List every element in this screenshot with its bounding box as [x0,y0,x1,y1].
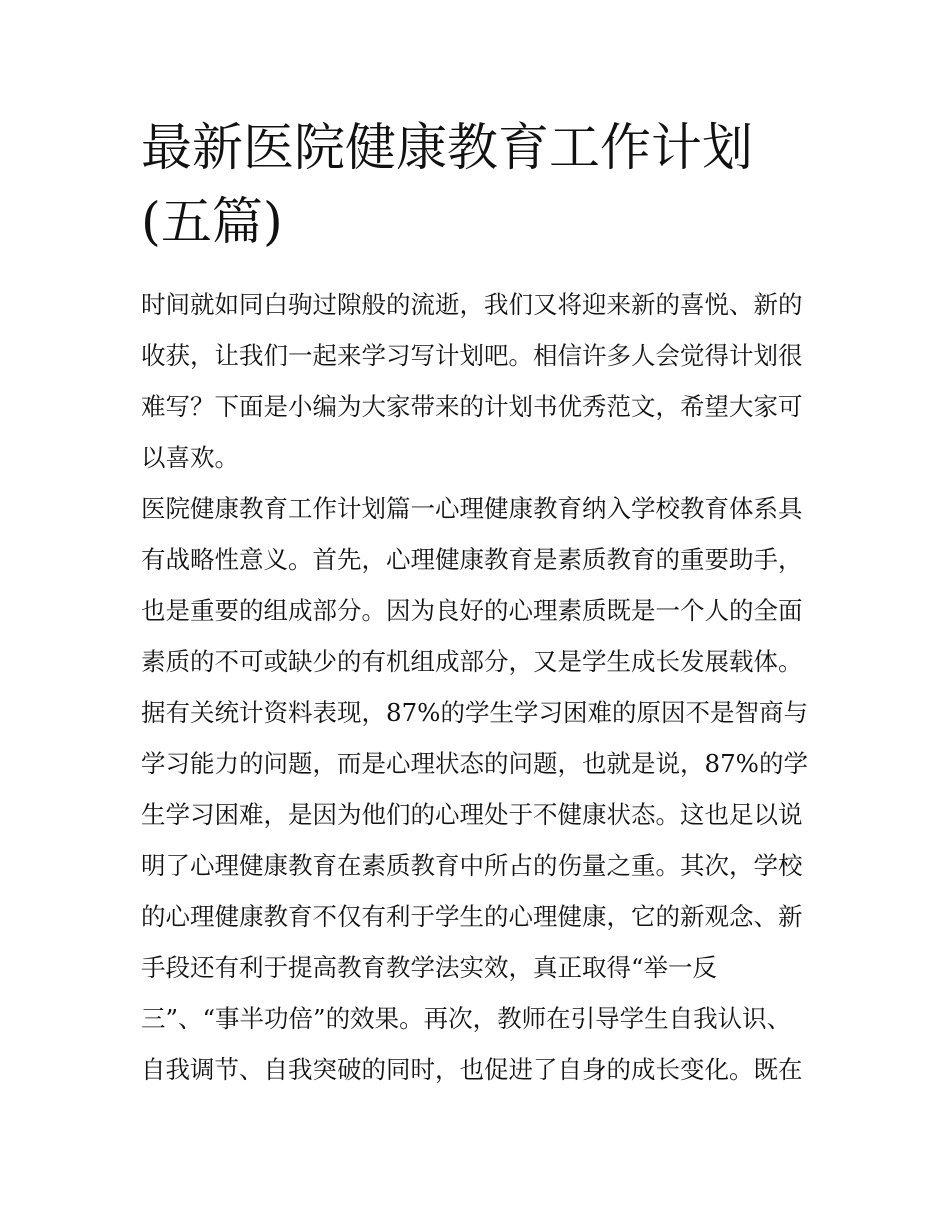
document-body [141,279,821,1095]
text-line: 以喜欢。 [141,443,239,472]
text-line: 素质的不可或缺少的有机组成部分，又是学生成长发展载体。 [141,647,803,676]
text-line: 生学习困难，是因为他们的心理处于不健康状态。这也足以说 [141,800,803,829]
document-title: 最新医院健康教育工作计划(五篇) [141,119,754,252]
text-line: 的心理健康教育不仅有利于学生的心理健康，它的新观念、新 [141,902,803,931]
text-line: 自我调节、自我突破的同时，也促进了自身的成长变化。既在 [141,1055,803,1084]
text-line: 明了心理健康教育在素质教育中所占的伤量之重。其次，学校 [141,851,803,880]
text-line: 难写？下面是小编为大家带来的计划书优秀范文，希望大家可 [141,392,803,421]
text-line: 有战略性意义。首先，心理健康教育是素质教育的重要助手， [141,545,803,574]
intro-paragraph [141,279,821,483]
text-line: 时间就如同白驹过隙般的流逝，我们又将迎来新的喜悦、新的 [141,290,803,319]
text-line: 也是重要的组成部分。因为良好的心理素质既是一个人的全面 [141,596,803,625]
text-line: 学习能力的问题，而是心理状态的问题，也就是说，87%的学 [141,749,808,778]
text-line: 医院健康教育工作计划篇一心理健康教育纳入学校教育体系具 [141,494,803,523]
section-one-paragraph [141,483,821,1095]
text-line: 收获，让我们一起来学习写计划吧。相信许多人会觉得计划很 [141,341,803,370]
text-line: 三”、“事半功倍”的效果。再次，教师在引导学生自我认识、 [141,1004,792,1033]
text-line: 据有关统计资料表现，87%的学生学习困难的原因不是智商与 [141,698,808,727]
text-line: 手段还有利于提高教育教学法实效，真正取得“举一反 [141,953,718,982]
